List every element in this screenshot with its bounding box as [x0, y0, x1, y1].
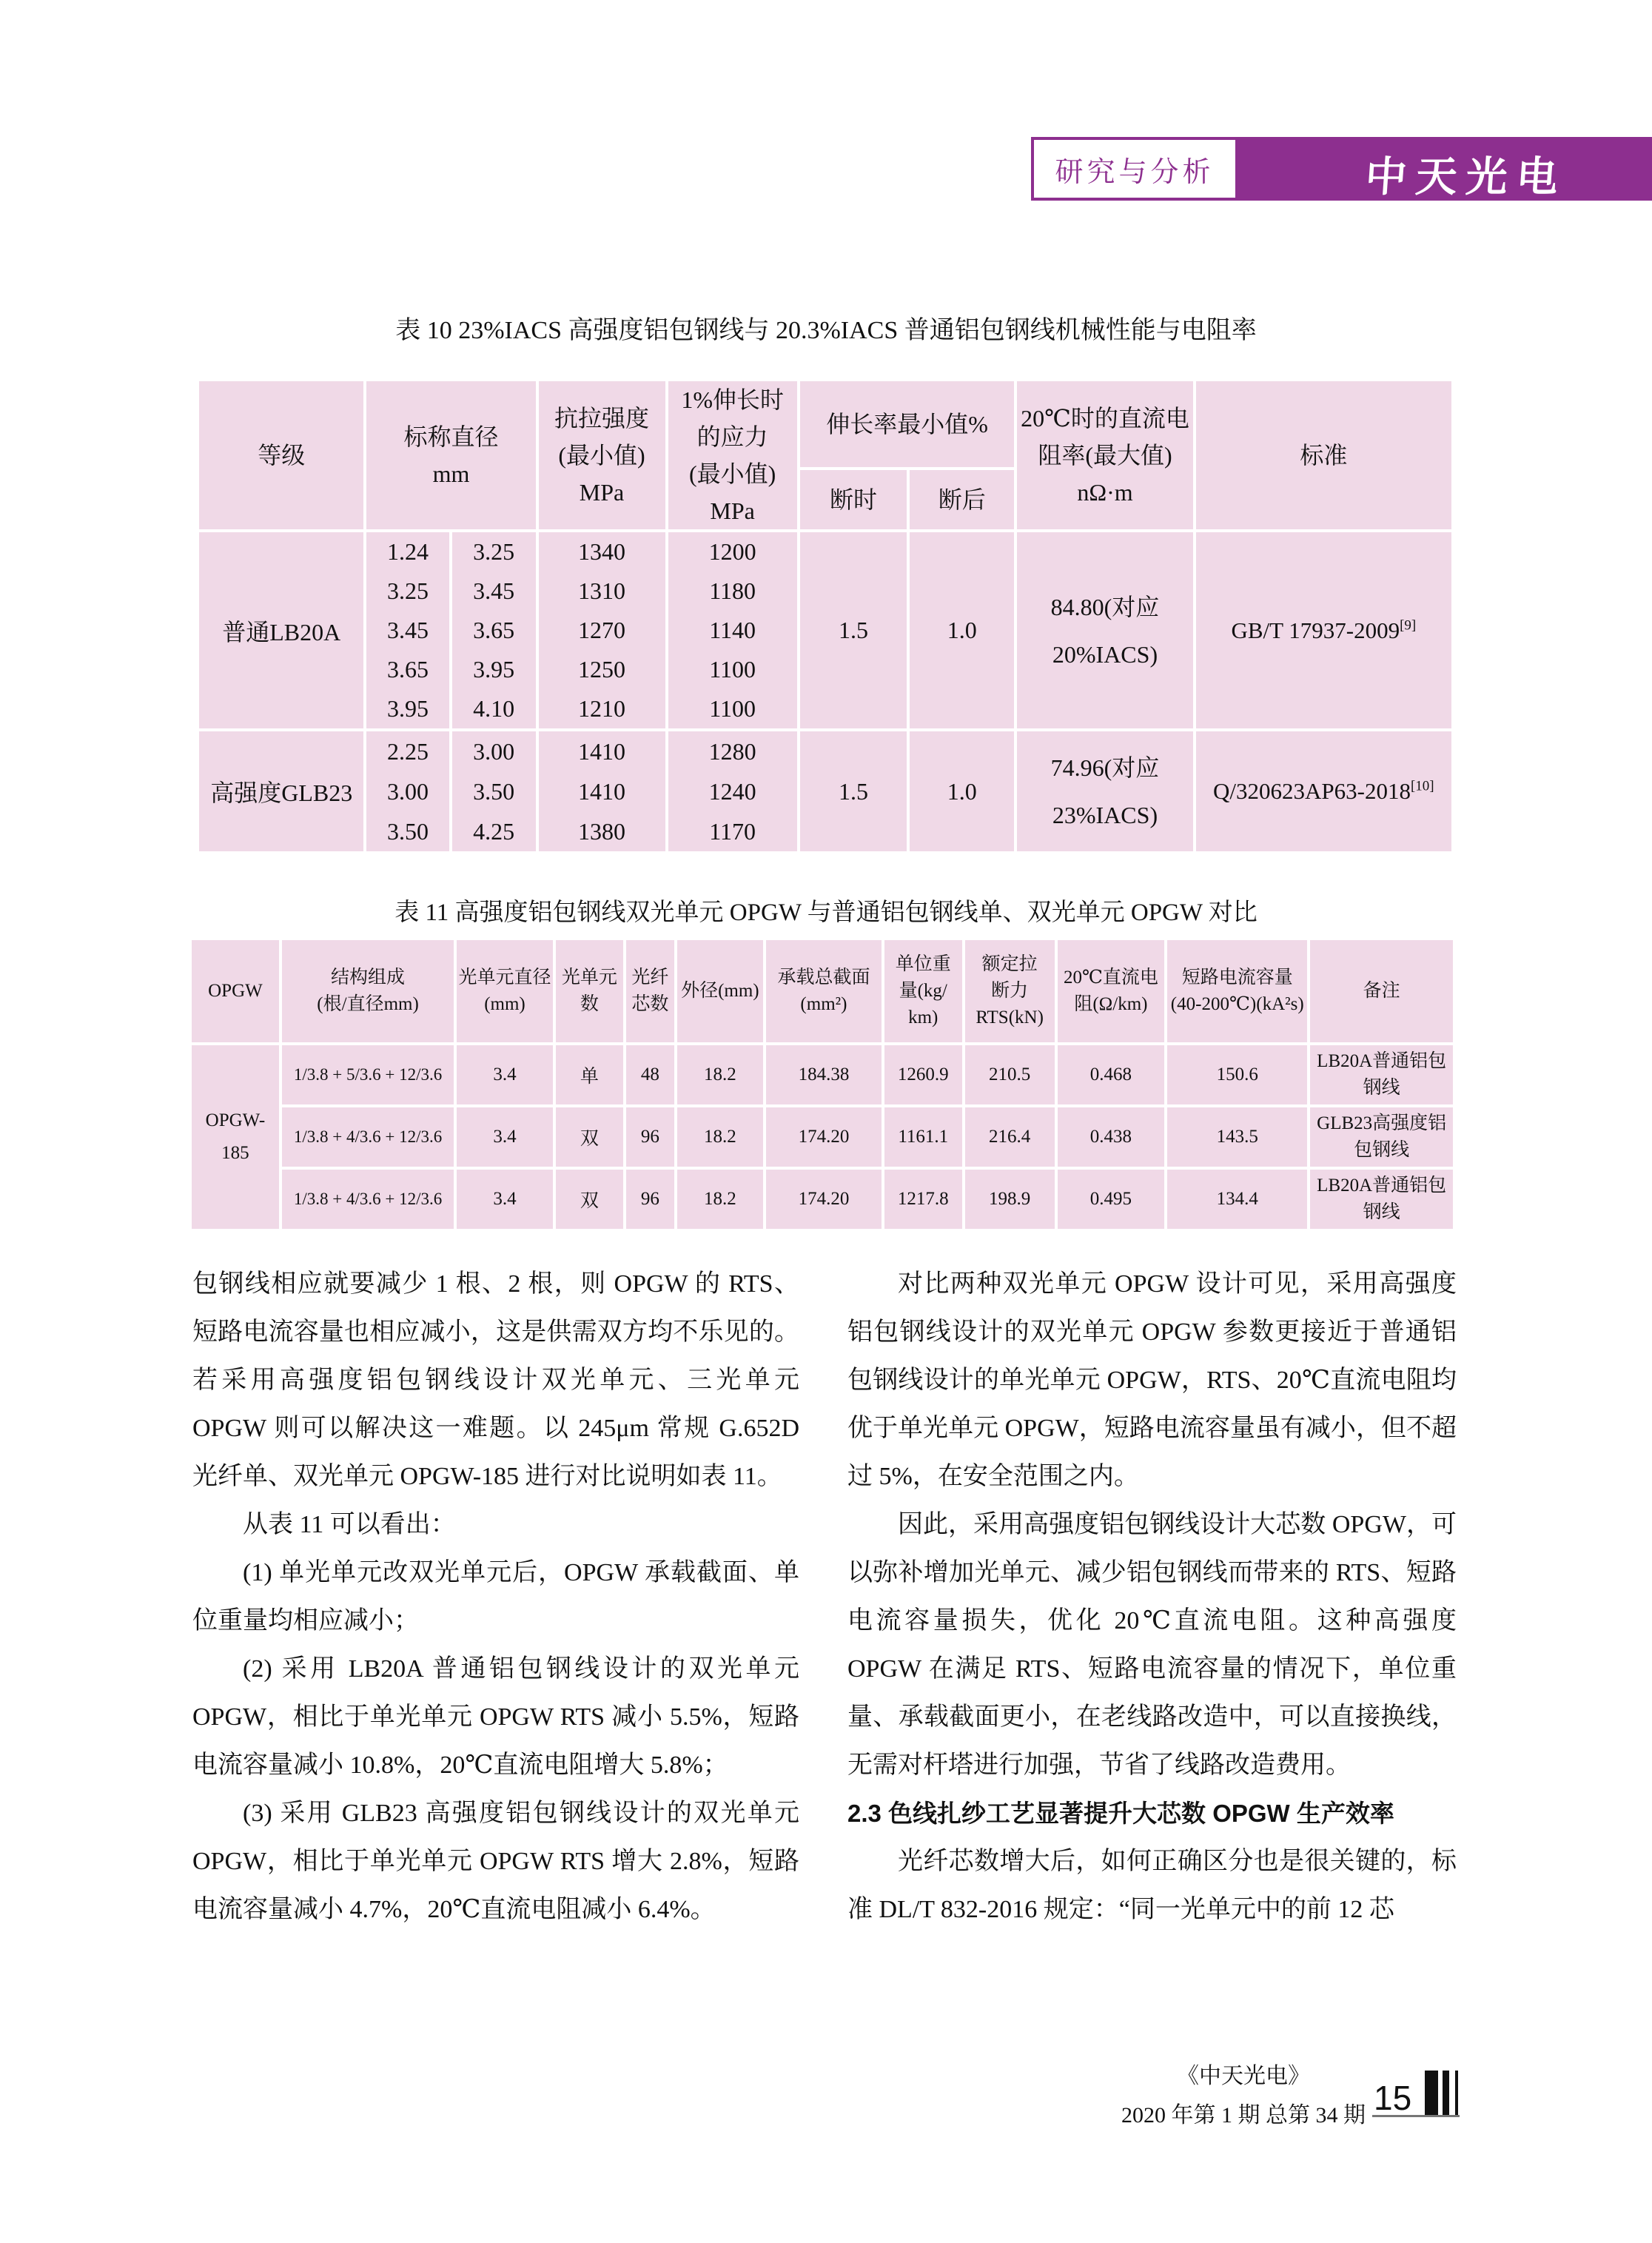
footer-page-block	[1372, 2069, 1460, 2117]
t10-stress-cell	[668, 532, 797, 728]
value-line: 1210	[578, 695, 626, 722]
t11-col-unit-count: 光单元 数	[556, 940, 623, 1042]
t11-unit-dia-cell: 3.4	[457, 1170, 552, 1229]
value-line: 3.65	[473, 617, 515, 643]
t11-section-cell: 184.38	[766, 1045, 882, 1104]
t10-resistivity-cell	[1017, 532, 1192, 728]
value-line: 4.25	[473, 818, 515, 845]
value-line: 1180	[709, 577, 756, 604]
paragraph: (2) 采用 LB20A 普通铝包钢线设计的双光单元 OPGW，相比于单光单元 OPGW RTS 减小 5.5%，短路电流容量减小 10.8%，20℃直流电阻增大 5.8%；	[192, 1655, 799, 1779]
t11-section-cell: 174.20	[766, 1107, 882, 1167]
t11-od-cell: 18.2	[677, 1107, 763, 1167]
t11-dc-cell: 0.468	[1058, 1045, 1164, 1104]
brand-logo: 中天光电	[1363, 155, 1568, 201]
value-line: 1170	[709, 818, 756, 845]
value-line: 3.95	[387, 695, 429, 722]
t11-col-fiber-count: 光纤 芯数	[626, 940, 674, 1042]
t11-unit-count-cell: 双	[556, 1107, 623, 1167]
journal-name: 《中天光电》	[1177, 2064, 1310, 2088]
value-line: 3.25	[473, 538, 515, 565]
footer-journal-block	[1088, 2056, 1399, 2135]
value-line: 20%IACS)	[1052, 640, 1158, 668]
value-line: 1280	[708, 738, 756, 765]
t10-col-standard: 标准	[1196, 381, 1451, 529]
value-line: 1200	[708, 538, 756, 565]
reference-mark: [10]	[1410, 778, 1434, 794]
t10-resistivity-cell	[1017, 731, 1192, 851]
t11-weight-cell: 1217.8	[884, 1170, 962, 1229]
value-line: 23%IACS)	[1052, 802, 1158, 828]
t10-d1-cell	[366, 532, 449, 728]
t11-fiber-count-cell: 48	[626, 1045, 674, 1104]
t10-col-diameter: 标称直径 mm	[366, 381, 535, 529]
reference-mark: [9]	[1400, 617, 1417, 634]
t11-col-short: 短路电流容量 (40-200℃)(kA²s)	[1167, 940, 1307, 1042]
section-heading: 2.3 色线扎纱工艺显著提升大芯数 OPGW 生产效率	[847, 1800, 1394, 1827]
t11-col-remark: 备注	[1310, 940, 1453, 1042]
journal-issue: 2020 年第 1 期 总第 34 期	[1121, 2103, 1366, 2128]
t11-dc-cell: 0.495	[1058, 1170, 1164, 1229]
value-line: 1250	[578, 656, 626, 683]
t10-elong-at-cell: 1.5	[800, 731, 907, 851]
value-line: 84.80(对应	[1050, 593, 1160, 620]
section-label-box	[1031, 137, 1238, 201]
value-line: 3.00	[473, 738, 515, 765]
value-line: 1.24	[387, 538, 429, 565]
t10-col-stress: 1%伸长时 的应力 (最小值) MPa	[668, 381, 797, 529]
page-number: 15	[1374, 2079, 1412, 2118]
t10-col-elong-after-break: 断后	[910, 470, 1014, 529]
value-line: 2.25	[387, 738, 429, 765]
t11-col-rts: 额定拉 断力 RTS(kN)	[965, 940, 1055, 1042]
page-marker-bar	[1455, 2071, 1458, 2115]
paragraph: 因此，采用高强度铝包钢线设计大芯数 OPGW，可以弥补增加光单元、减少铝包钢线而带来的 RTS、短路电流容量损失，优化 20℃直流电阻。这种高强度 OPGW 在满足 RTS、短路电流容量的情况下，单位重量、承载截面更小，在老线路改造中，可以直接换线，无需对杆塔进行加强，节省了线路改造费用。	[847, 1511, 1457, 1779]
value-line: 1410	[578, 778, 626, 805]
t11-unit-dia-cell: 3.4	[457, 1045, 552, 1104]
t11-od-cell: 18.2	[677, 1045, 763, 1104]
table-row	[192, 1170, 1453, 1229]
t11-structure-cell: 1/3.8 + 5/3.6 + 12/3.6	[282, 1045, 454, 1104]
value-line: 3.50	[387, 818, 429, 845]
t11-fiber-count-cell: 96	[626, 1107, 674, 1167]
value-line: 1380	[578, 818, 626, 845]
t11-od-cell: 18.2	[677, 1170, 763, 1229]
t11-short-cell: 134.4	[1167, 1170, 1307, 1229]
t10-tensile-cell	[539, 532, 665, 728]
value-line: 3.25	[387, 577, 429, 604]
t11-group-cell: OPGW- 185	[192, 1045, 279, 1229]
table-row	[192, 1045, 1453, 1104]
value-line: 3.50	[473, 778, 515, 805]
t11-dc-cell: 0.438	[1058, 1107, 1164, 1167]
t10-elong-after-cell: 1.0	[910, 731, 1014, 851]
body-left-column	[192, 1260, 799, 1934]
t10-tensile-cell	[539, 731, 665, 851]
t10-standard-cell: GB/T 17937-2009[9]	[1196, 532, 1451, 728]
t11-remark-cell: LB20A普通铝包 钢线	[1310, 1170, 1453, 1229]
paragraph: (1) 单光单元改双光单元后，OPGW 承载截面、单位重量均相应减小；	[192, 1559, 799, 1635]
value-line: 1310	[578, 577, 626, 604]
t10-standard-cell: Q/320623AP63-2018[10]	[1196, 731, 1451, 851]
t11-weight-cell: 1161.1	[884, 1107, 962, 1167]
section-label: 研究与分析	[1055, 156, 1215, 188]
t11-short-cell: 150.6	[1167, 1045, 1307, 1104]
t10-col-resistivity: 20℃时的直流电 阻率(最大值) nΩ·m	[1017, 381, 1192, 529]
t10-elong-after-cell: 1.0	[910, 532, 1014, 728]
t10-d1-cell	[366, 731, 449, 851]
table10	[196, 378, 1454, 854]
value-line: 74.96(对应	[1050, 754, 1160, 781]
t11-short-cell: 143.5	[1167, 1107, 1307, 1167]
t11-rts-cell: 216.4	[965, 1107, 1055, 1167]
value-line: 1100	[709, 695, 756, 722]
t11-col-unit-diameter: 光单元直径 (mm)	[457, 940, 552, 1042]
t11-unit-count-cell: 单	[556, 1045, 623, 1104]
table-row	[192, 1107, 1453, 1167]
t10-grade-cell: 普通LB20A	[199, 532, 363, 728]
page-marker-bar	[1425, 2071, 1438, 2115]
paragraph: 从表 11 可以看出：	[243, 1511, 456, 1538]
t10-col-tensile: 抗拉强度 (最小值) MPa	[539, 381, 665, 529]
t11-structure-cell: 1/3.8 + 4/3.6 + 12/3.6	[282, 1107, 454, 1167]
value-line: 1270	[578, 617, 626, 643]
t11-fiber-count-cell: 96	[626, 1170, 674, 1229]
t11-unit-dia-cell: 3.4	[457, 1107, 552, 1167]
t10-col-elong-at-break: 断时	[800, 470, 907, 529]
paragraph: 对比两种双光单元 OPGW 设计可见，采用高强度铝包钢线设计的双光单元 OPGW 参数更接近于普通铝包钢线设计的单光单元 OPGW，RTS、20℃直流电阻均优于单光单元 OPGW，短路电流容量虽有减小，但不超过 5%，在安全范围之内。	[847, 1270, 1457, 1490]
t11-section-cell: 174.20	[766, 1170, 882, 1229]
value-line: 3.45	[387, 617, 429, 643]
t10-elong-at-cell: 1.5	[800, 532, 907, 728]
header-banner	[1031, 137, 1652, 201]
table10-title: 表 10 23%IACS 高强度铝包钢线与 20.3%IACS 普通铝包钢线机械性能与电阻率	[395, 317, 1257, 344]
value-line: 1100	[709, 656, 756, 683]
t11-remark-cell: LB20A普通铝包 钢线	[1310, 1045, 1453, 1104]
table11	[189, 937, 1456, 1232]
t11-rts-cell: 198.9	[965, 1170, 1055, 1229]
table-row	[199, 532, 1451, 728]
paragraph: (3) 采用 GLB23 高强度铝包钢线设计的双光单元 OPGW，相比于单光单元 OPGW RTS 增大 2.8%，短路电流容量减小 4.7%，20℃直流电阻减小 6.4%。	[192, 1800, 799, 1923]
t11-weight-cell: 1260.9	[884, 1045, 962, 1104]
t10-stress-cell	[668, 731, 797, 851]
t11-unit-count-cell: 双	[556, 1170, 623, 1229]
t11-col-opgw: OPGW	[192, 940, 279, 1042]
t11-remark-cell: GLB23高强度铝 包钢线	[1310, 1107, 1453, 1167]
value-line: 1240	[708, 778, 756, 805]
value-line: 3.95	[473, 656, 515, 683]
t10-d2-cell	[452, 731, 536, 851]
t10-col-elongation: 伸长率最小值%	[800, 381, 1015, 467]
table-row	[199, 731, 1451, 851]
paragraph: 光纤芯数增大后，如何正确区分也是很关键的，标准 DL/T 832-2016 规定：“同一光单元中的前 12 芯	[847, 1848, 1457, 1923]
table11-title: 表 11 高强度铝包钢线双光单元 OPGW 与普通铝包钢线单、双光单元 OPGW 对比	[394, 899, 1258, 926]
t11-rts-cell: 210.5	[965, 1045, 1055, 1104]
value-line: 1140	[709, 617, 756, 643]
t11-col-weight: 单位重 量(kg/ km)	[884, 940, 962, 1042]
value-line: 4.10	[473, 695, 515, 722]
t10-col-grade: 等级	[199, 381, 363, 529]
t10-grade-cell: 高强度GLB23	[199, 731, 363, 851]
body-right-column	[847, 1260, 1457, 1934]
t11-structure-cell: 1/3.8 + 4/3.6 + 12/3.6	[282, 1170, 454, 1229]
value-line: 1410	[578, 738, 626, 765]
t11-col-structure: 结构组成 (根/直径mm)	[282, 940, 454, 1042]
t10-d2-cell	[452, 532, 536, 728]
value-line: 1340	[578, 538, 626, 565]
t11-col-section: 承载总截面 (mm²)	[766, 940, 882, 1042]
value-line: 3.00	[387, 778, 429, 805]
page-marker-bar	[1443, 2071, 1449, 2115]
paragraph: 包钢线相应就要减少 1 根、2 根，则 OPGW 的 RTS、短路电流容量也相应减小，这是供需双方均不乐见的。若采用高强度铝包钢线设计双光单元、三光单元 OPGW 则可以解决这一难题。以 245μm 常规 G.652D 光纤单、双光单元 OPGW-185 进行对比说明如表 11。	[192, 1270, 799, 1490]
value-line: 3.45	[473, 577, 515, 604]
t11-col-dc: 20℃直流电 阻(Ω/km)	[1058, 940, 1164, 1042]
value-line: 3.65	[387, 656, 429, 683]
t11-col-od: 外径(mm)	[677, 940, 763, 1042]
